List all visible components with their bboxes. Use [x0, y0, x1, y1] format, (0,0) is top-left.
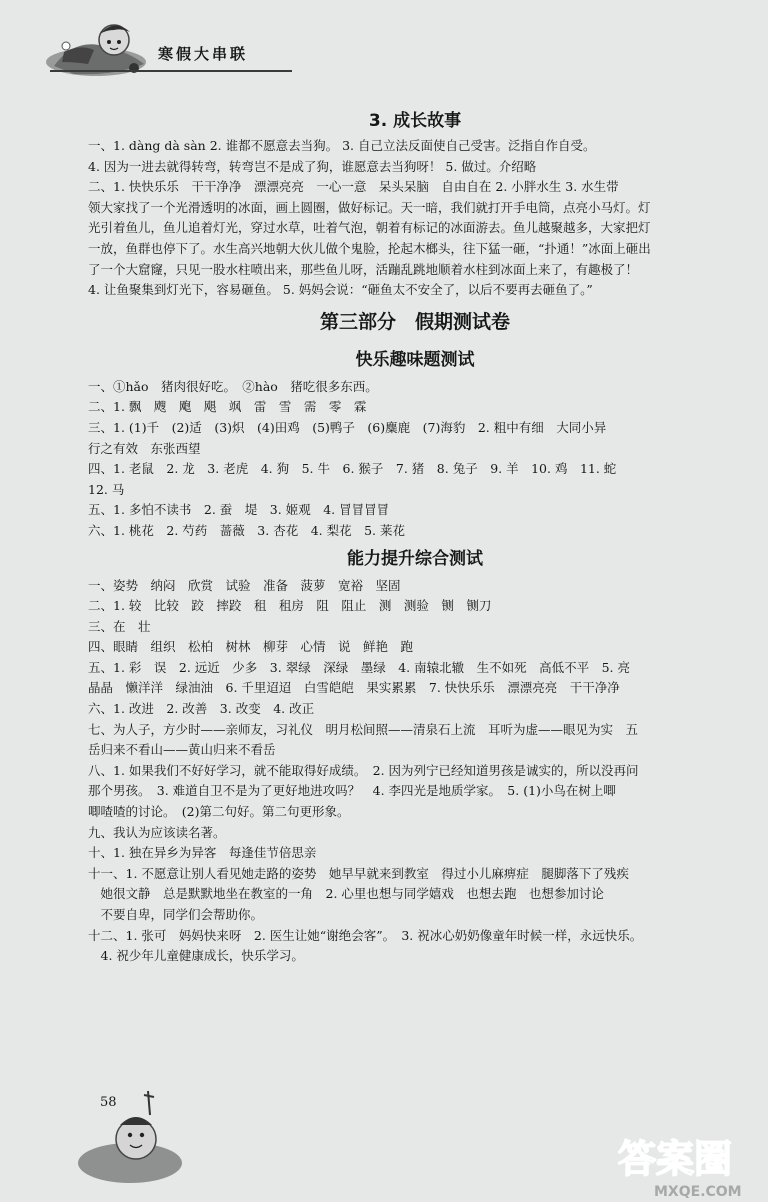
answer-line: 领大家找了一个光滑透明的冰面，画上圆圈，做好标记。天一暗，我们就打开手电筒，点亮小马灯。灯 [88, 199, 651, 215]
answer-line: 了一个大窟窿，只见一股水柱喷出来，那些鱼儿呀，活蹦乱跳地顺着水柱到冰面上来了，有趣极了！ [88, 261, 639, 277]
answer-line: 一、姿势 纳闷 欣赏 试验 准备 菠萝 宽裕 坚固 [88, 577, 401, 593]
section-title-ability-test: 能力提升综合测试 [347, 548, 483, 569]
answer-line: 六、1. 桃花 2. 芍药 蔷薇 3. 杏花 4. 梨花 5. 莱花 [88, 522, 405, 538]
header-rule [50, 70, 292, 72]
answer-line: 4. 因为一进去就得转弯，转弯岂不是成了狗，谁愿意去当狗呀！ 5. 做过。介绍略 [88, 158, 537, 174]
answer-line: 五、1. 多怕不读书 2. 蚕 堤 3. 姬观 4. 冒冒冒冒 [88, 502, 390, 518]
page-header [0, 0, 768, 90]
answer-line: 不要自卑，同学们会帮助你。 [88, 907, 264, 922]
answer-line: 她很文静 总是默默地坐在教室的一角 2. 心里也想与同学嬉戏 也想去跑 也想参加讨论 [88, 886, 604, 902]
answer-line: 十二、1. 张可 妈妈快来呀 2. 医生让她“谢绝会客”。 3. 祝冰心奶奶像童年时候一样，永远快乐。 [88, 927, 643, 943]
answer-line: 六、1. 改进 2. 改善 3. 改变 4. 改正 [88, 701, 315, 717]
answer-line: 七、为人子，方少时——亲师友，习礼仪 明月松间照——清泉石上流 耳听为虚——眼见为实 五 [88, 721, 639, 737]
part-title: 第三部分 假期测试卷 [319, 310, 510, 333]
answer-line: 二、1. 较 比较 跤 摔跤 租 租房 阻 阻止 测 测验 铡 铡刀 [88, 598, 492, 614]
answer-line: 那个男孩。 3. 难道自卫不是为了更好地进攻吗？ 4. 李四光是地质学家。 5. (1)小鸟在树上唧 [88, 783, 616, 799]
answer-line: 三、1. (1)千 (2)适 (3)炽 (4)田鸡 (5)鸭子 (6)麋鹿 (7)海豹 2. 粗中有细 大同小异 [88, 419, 607, 435]
answer-line: 八、1. 如果我们不好好学习，就不能取得好成绩。 2. 因为列宁已经知道男孩是诚实的，所以没再问 [88, 762, 639, 778]
answer-line: 岳归来不看山——黄山归来不看岳 [88, 742, 276, 758]
answer-line: 行之有效 东张西望 [88, 440, 201, 456]
answer-line: 五、1. 彩 误 2. 远近 少多 3. 翠绿 深绿 墨绿 4. 南辕北辙 生不如死 高低不平 5. 亮 [88, 659, 630, 675]
snowman-illustration [70, 1085, 190, 1185]
header-title: 寒假大串联 [158, 45, 249, 63]
answer-line: 光引着鱼儿，鱼儿追着灯光，穿过水草，吐着气泡，朝着有标记的冰面游去。鱼儿越聚越多，大家把灯 [88, 220, 651, 236]
answer-line: 九、我认为应该读名著。 [88, 824, 226, 840]
section-title-growth-story: 3. 成长故事 [368, 111, 462, 131]
answer-line: 一、①hǎo 猪肉很好吃。 ②hào 猪吃很多东西。 [88, 378, 378, 394]
section-title-fun-quiz: 快乐趣味题测试 [355, 349, 475, 370]
answer-line: 二、1. 飘 飕 飑 飓 飒 雷 雪 需 零 霖 [88, 399, 367, 415]
answer-line: 12. 马 [88, 481, 125, 497]
page-number: 58 [100, 1095, 117, 1110]
answer-site-watermark [608, 1120, 768, 1202]
answer-line: 4. 祝少年儿童健康成长，快乐学习。 [88, 948, 304, 964]
answer-line: 三、在 壮 [88, 618, 151, 634]
answer-line: 十一、1. 不愿意让别人看见她走路的姿势 她早早就来到教室 得过小儿麻痹症 腿脚落下了残疾 [88, 865, 629, 881]
answer-line: 十、1. 独在异乡为异客 每逢佳节倍思亲 [88, 845, 317, 861]
answer-content [88, 106, 742, 967]
answer-line: 二、1. 快快乐乐 干干净净 漂漂亮亮 一心一意 呆头呆脑 自由自在 2. 小胖水生 3. 水生带 [88, 179, 619, 195]
answer-line: 四、眼睛 组织 松柏 树林 柳芽 心情 说 鲜艳 跑 [88, 639, 414, 655]
answer-line: 一放，鱼群也停下了。水生高兴地朝大伙儿做个鬼脸，抡起木榔头，往下猛一砸，“扑通！”冰面上砸出 [88, 240, 651, 256]
answer-line: 四、1. 老鼠 2. 龙 3. 老虎 4. 狗 5. 牛 6. 猴子 7. 猪 8. 兔子 9. 羊 10. 鸡 11. 蛇 [88, 461, 617, 477]
answer-line: 一、1. dàng dà sàn 2. 谁都不愿意去当狗。 3. 自己立法反面使自己受害。泛指自作自受。 [88, 138, 596, 153]
watermark-url-text: MXQE.COM [654, 1184, 742, 1200]
watermark-logo-text: 答案圈 [618, 1137, 733, 1181]
answer-line: 晶晶 懒洋洋 绿油油 6. 千里迢迢 白雪皑皑 果实累累 7. 快快乐乐 漂漂亮亮 干干净净 [88, 680, 620, 696]
answer-line: 唧喳喳的讨论。 (2)第二句好。第二句更形象。 [88, 804, 350, 820]
answer-line: 4. 让鱼聚集到灯光下，容易砸鱼。 5. 妈妈会说：“砸鱼太不安全了，以后不要再去砸鱼了。” [88, 282, 593, 298]
